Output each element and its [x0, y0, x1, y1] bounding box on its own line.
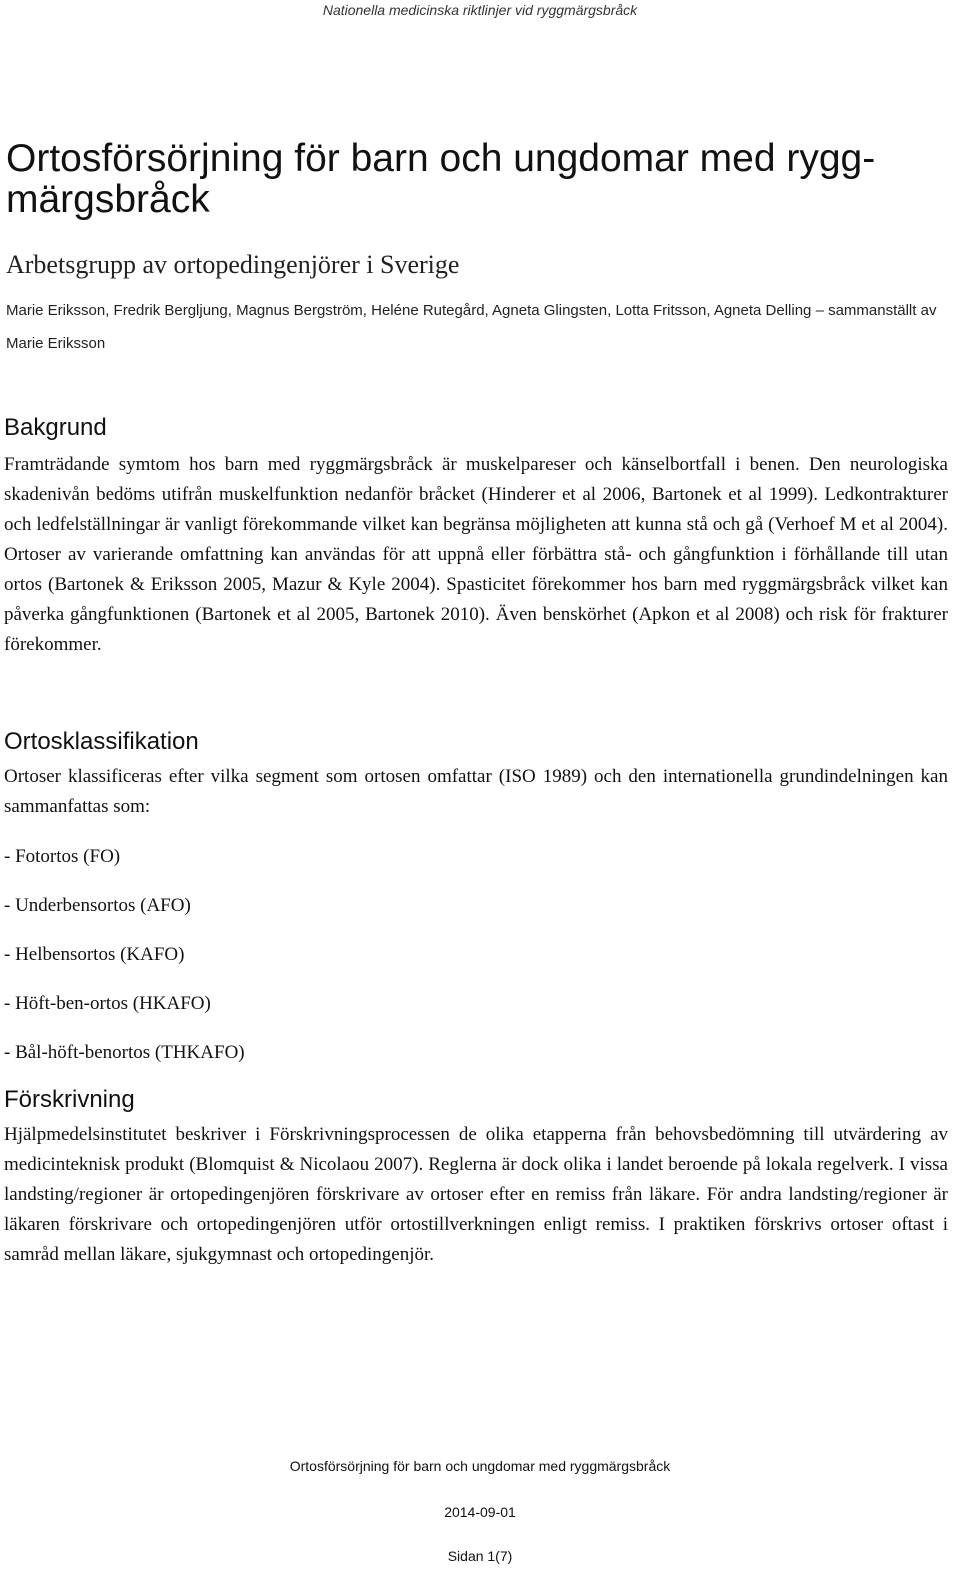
footer-title: Ortosförsörjning för barn och ungdomar med ryggmärgsbråck — [289, 1458, 671, 1474]
running-header: Nationella medicinska riktlinjer vid ryggmärgsbråck — [322, 2, 638, 18]
list-item: - Höft-ben-ortos (HKAFO) — [4, 993, 211, 1014]
paragraph-bakgrund: Framträdande symtom hos barn med ryggmärgsbråck är muskelpareser och känselbortfall i benen. Den neurologiska skadenivån bedöms utifrån muskelfunktion nedanför bråcket (Hinderer et al 2006, Bartonek et al 1999). Ledkontrakturer och ledfelställningar är vanligt förekommande vilket kan begränsa möjligheten att kunna stå och gå (Verhoef M et al 2004). Ortoser av varierande omfattning kan användas för att uppnå eller förbättra stå- och gångfunktion i förhållande till utan ortos (Bartonek & Eriksson 2005, Mazur & Kyle 2004). Spasticitet förekommer hos barn med ryggmärgsbråck vilket kan påverka gångfunktionen (Bartonek et al 2005, Bartonek 2010). Även benskörhet (Apkon et al 2008) och risk för frakturer förekommer. — [4, 454, 948, 655]
list-item: - Fotortos (FO) — [4, 846, 121, 867]
footer-date: 2014-09-01 — [444, 1504, 516, 1520]
footer-page-number: Sidan 1(7) — [447, 1548, 513, 1564]
document-title: Ortosförsörjning för barn och ungdomar med rygg-märgsbråck — [6, 137, 876, 221]
heading-ortosklassifikation: Ortosklassifikation — [4, 728, 199, 755]
heading-forskrivning: Förskrivning — [4, 1086, 135, 1113]
heading-bakgrund: Bakgrund — [4, 414, 107, 441]
list-item: - Bål-höft-benortos (THKAFO) — [4, 1042, 245, 1063]
list-item: - Underbensortos (AFO) — [4, 895, 191, 916]
paragraph-ortosklassifikation: Ortoser klassificeras efter vilka segment som ortosen omfattar (ISO 1989) och den internationella grundindelningen kan sammanfattas som: — [4, 766, 948, 817]
document-subtitle: Arbetsgrupp av ortopedingenjörer i Sverige — [6, 250, 460, 279]
orthosis-class-list — [4, 842, 245, 1087]
author-list: Marie Eriksson, Fredrik Bergljung, Magnus Bergström, Heléne Rutegård, Agneta Glingsten, Lotta Fritsson, Agneta Delling – sammanställt av Marie Eriksson — [6, 302, 937, 352]
list-item: - Helbensortos (KAFO) — [4, 944, 185, 965]
paragraph-forskrivning: Hjälpmedelsinstitutet beskriver i Förskrivningsprocessen de olika etapperna från behovsbedömning till utvärdering av medicinteknisk produkt (Blomquist & Nicolaou 2007). Reglerna är dock olika i landet beroende på lokala regelverk. I vissa landsting/regioner är ortopedingenjören förskrivare av ortoser efter en remiss från läkare. För andra landsting/regioner är läkaren förskrivare och ortopedingenjören utför ortostillverkningen enligt remiss. I praktiken förskrivs ortoser oftast i samråd mellan läkare, sjukgymnast och ortopedingenjör. — [4, 1124, 948, 1265]
